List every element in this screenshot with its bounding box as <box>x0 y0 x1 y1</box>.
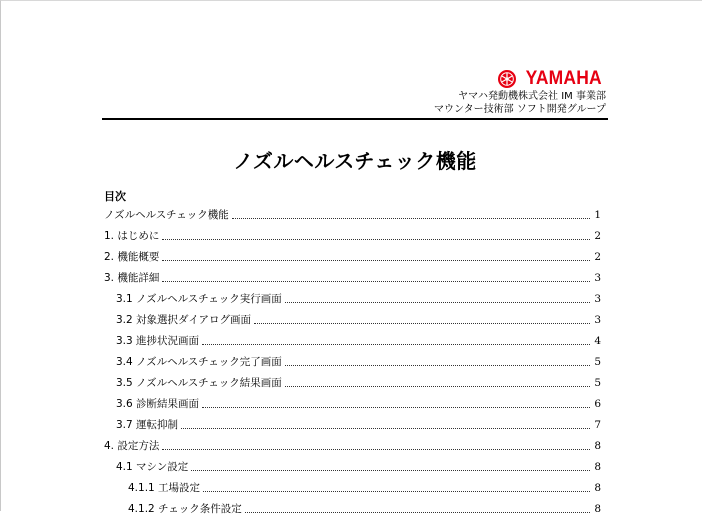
toc-entry-label: 4.1.1 工場設定 <box>128 482 201 494</box>
toc-entry[interactable] <box>128 502 601 516</box>
toc-leader-dots <box>285 365 590 366</box>
toc-entry-label: 4.1 マシン設定 <box>116 461 189 473</box>
toc-entry[interactable] <box>104 271 601 285</box>
toc-leader-dots <box>285 302 590 303</box>
toc-heading: 目次 <box>104 190 126 203</box>
document-title: ノズルヘルスチェック機能 <box>233 149 477 173</box>
toc-leader-dots <box>162 281 590 282</box>
toc-entry-label: 4. 設定方法 <box>104 440 160 452</box>
toc-entry-label: 1. はじめに <box>104 230 160 242</box>
toc-entry-page: 5 <box>594 356 601 368</box>
toc-entry[interactable] <box>104 250 601 264</box>
toc-leader-dots <box>203 491 590 492</box>
toc-entry-label: 4.1.2 チェック条件設定 <box>128 503 242 515</box>
toc-entry-page: 8 <box>594 482 601 494</box>
toc-leader-dots <box>162 239 590 240</box>
toc-entry[interactable] <box>116 418 601 432</box>
toc-entry[interactable] <box>116 292 601 306</box>
toc-entry[interactable] <box>104 208 601 222</box>
toc-entry-page: 2 <box>594 230 601 242</box>
toc-leader-dots <box>245 512 590 513</box>
toc-entry-label: 3.6 診断結果画面 <box>116 398 200 410</box>
toc-entry-page: 8 <box>594 461 601 473</box>
toc-entry-page: 3 <box>594 293 601 305</box>
toc-entry[interactable] <box>116 397 601 411</box>
toc-leader-dots <box>232 218 590 219</box>
toc-entry-label: 2. 機能概要 <box>104 251 160 263</box>
toc-entry[interactable] <box>116 355 601 369</box>
toc-entry-label: 3.5 ノズルヘルスチェック結果画面 <box>116 377 282 389</box>
toc-entry-label: 3.7 運転抑制 <box>116 419 179 431</box>
toc-entry-page: 3 <box>594 314 601 326</box>
toc-entry[interactable] <box>116 334 601 348</box>
toc-entry-label: 3. 機能詳細 <box>104 272 160 284</box>
logo-text: YAMAHA <box>525 68 602 89</box>
toc-entry[interactable] <box>116 313 601 327</box>
toc-leader-dots <box>181 428 590 429</box>
toc-entry-page: 5 <box>594 377 601 389</box>
toc-entry-label: 3.1 ノズルヘルスチェック実行画面 <box>116 293 282 305</box>
toc-entry-label: 3.4 ノズルヘルスチェック完了画面 <box>116 356 282 368</box>
toc-entry-label: 3.3 進捗状況画面 <box>116 335 200 347</box>
toc-entry-page: 3 <box>594 272 601 284</box>
toc-leader-dots <box>162 260 590 261</box>
toc-entry-page: 4 <box>594 335 601 347</box>
toc-entry[interactable] <box>116 376 601 390</box>
company-name: ヤマハ発動機株式会社 IM 事業部 <box>458 91 606 102</box>
toc-entry-page: 8 <box>594 440 601 452</box>
toc-entry-label: ノズルヘルスチェック機能 <box>104 209 229 221</box>
department-name: マウンター技術部 ソフト開発グループ <box>434 104 606 115</box>
toc-leader-dots <box>162 449 590 450</box>
toc-entry-page: 7 <box>594 419 601 431</box>
toc-leader-dots <box>254 323 590 324</box>
toc-entry[interactable] <box>116 460 601 474</box>
toc-entry[interactable] <box>128 481 601 495</box>
toc-leader-dots <box>202 344 590 345</box>
toc-entry[interactable] <box>104 439 601 453</box>
toc-entry-label: 3.2 対象選択ダイアログ画面 <box>116 314 252 326</box>
toc-leader-dots <box>285 386 590 387</box>
toc-entry-page: 2 <box>594 251 601 263</box>
toc-leader-dots <box>191 470 590 471</box>
toc-entry[interactable] <box>104 229 601 243</box>
toc-entry-page: 8 <box>594 503 601 515</box>
toc-entry-page: 1 <box>594 209 601 221</box>
toc-entry-page: 6 <box>594 398 601 410</box>
toc-leader-dots <box>202 407 590 408</box>
